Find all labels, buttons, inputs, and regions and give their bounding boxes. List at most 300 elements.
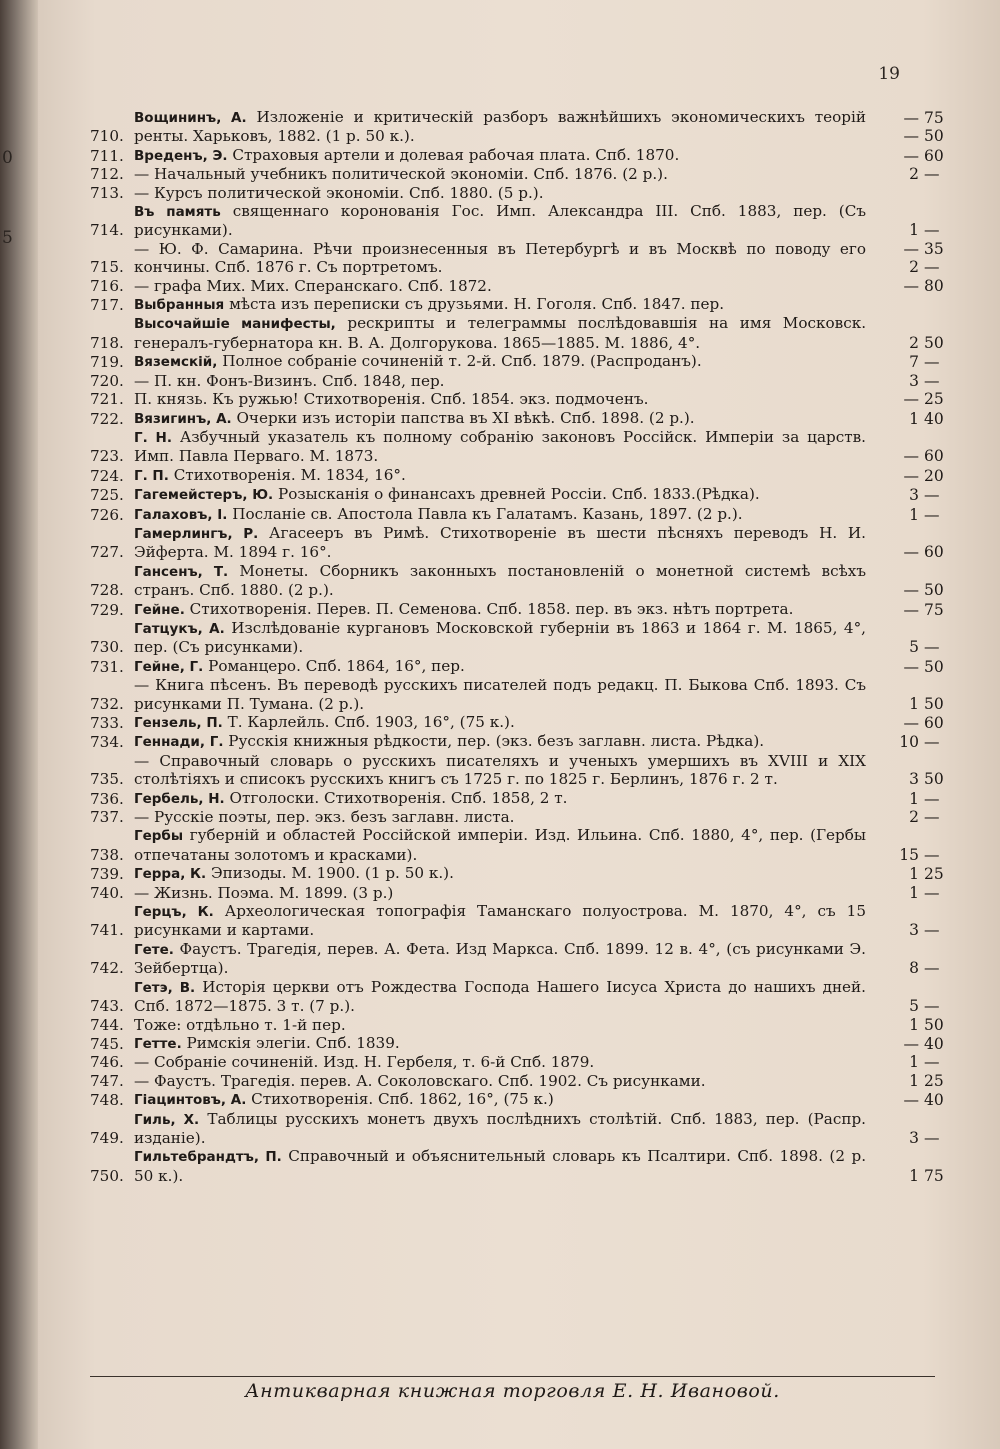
entry-description xyxy=(134,146,876,165)
entry-description xyxy=(134,902,876,940)
catalog-entry xyxy=(90,978,950,1016)
price-rubles: — xyxy=(903,146,919,165)
entry-description xyxy=(134,940,876,978)
price-kopecks: — xyxy=(924,638,940,657)
entry-number: 735. xyxy=(90,770,124,789)
entry-price xyxy=(876,165,950,183)
catalog-entry xyxy=(90,1147,950,1185)
price-kopecks: 40 xyxy=(924,1091,944,1110)
entry-author: Вяземскій, xyxy=(134,354,218,371)
entry-title: Полное собраніе сочиненій т. 2-й. Спб. 1879. (Распроданъ). xyxy=(222,352,702,371)
price-rubles: 1 xyxy=(909,1071,919,1090)
entry-price xyxy=(876,240,950,277)
entry-number: 723. xyxy=(90,447,124,466)
entry-description xyxy=(134,1053,876,1071)
entry-number: 737. xyxy=(90,808,124,827)
price-rubles: 10 xyxy=(899,733,919,752)
entry-author: Вреденъ, Э. xyxy=(134,147,228,164)
price-kopecks: 50 xyxy=(924,1015,944,1034)
entry-number: 743. xyxy=(90,997,124,1016)
entry-price xyxy=(876,658,950,676)
price-kopecks: 60 xyxy=(924,714,944,732)
entry-price xyxy=(876,846,950,864)
catalog-entry xyxy=(90,902,950,940)
entry-price xyxy=(876,486,950,504)
entry-description xyxy=(134,789,876,808)
entry-price xyxy=(876,467,950,485)
catalog-entry xyxy=(90,202,950,240)
price-rubles: — xyxy=(903,714,919,732)
entry-author: Вязигинъ, А. xyxy=(134,410,232,427)
catalog-entry xyxy=(90,732,950,751)
catalog-entry xyxy=(90,372,950,390)
entry-price xyxy=(876,790,950,808)
entry-number: 748. xyxy=(90,1091,124,1110)
entry-author: Герцъ, К. xyxy=(134,904,214,921)
entry-author: Герра, К. xyxy=(134,866,207,883)
entry-description xyxy=(134,524,876,562)
catalog-entry xyxy=(90,657,950,676)
catalog-entry xyxy=(90,146,950,165)
entry-description xyxy=(134,752,876,789)
entry-title: Исторія церкви отъ Рождества Господа Нашего Іисуса Христа до нашихъ дней. Спб. 1872—1875. 3 т. (7 р.). xyxy=(134,977,866,1016)
entry-number: 732. xyxy=(90,694,124,713)
entry-description xyxy=(134,314,876,352)
catalog-entry xyxy=(90,600,950,619)
catalog-entry xyxy=(90,713,950,732)
price-rubles: 15 xyxy=(899,845,919,864)
entry-price xyxy=(876,865,950,883)
entry-price xyxy=(876,959,950,977)
entry-title: Романцеро. Спб. 1864, 16°, пер. xyxy=(208,656,465,675)
entry-title: — П. кн. Фонъ-Визинъ. Спб. 1848, пер. xyxy=(134,371,445,390)
entry-description xyxy=(134,864,876,883)
price-kopecks: 50 xyxy=(924,694,944,713)
catalog-entry xyxy=(90,184,950,202)
price-kopecks: 25 xyxy=(924,1071,944,1090)
price-kopecks: 20 xyxy=(924,466,944,485)
price-kopecks: — xyxy=(924,371,940,390)
entry-description xyxy=(134,1090,876,1109)
catalog-entry xyxy=(90,562,950,600)
entry-number: 717. xyxy=(90,296,124,315)
price-rubles: 2 xyxy=(909,258,919,277)
price-kopecks: 75 xyxy=(924,109,944,127)
entry-price xyxy=(876,353,950,371)
entry-number: 721. xyxy=(90,390,124,409)
entry-author: Выбранныя xyxy=(134,297,225,314)
entry-number: 739. xyxy=(90,865,124,884)
entry-author: Гагемейстеръ, Ю. xyxy=(134,487,274,504)
entry-description xyxy=(134,562,876,600)
entry-number: 750. xyxy=(90,1166,124,1185)
price-rubles: 1 xyxy=(909,505,919,524)
entry-author: Геннади, Г. xyxy=(134,734,224,751)
entry-description xyxy=(134,1072,876,1090)
entry-description xyxy=(134,240,876,277)
price-kopecks: 50 xyxy=(924,127,944,146)
entry-description xyxy=(134,485,876,504)
entry-price xyxy=(876,884,950,902)
entry-description xyxy=(134,657,876,676)
price-kopecks: — xyxy=(924,845,940,864)
entry-author: Вощининъ, А. xyxy=(134,110,247,126)
price-kopecks: — xyxy=(924,789,940,808)
entry-price xyxy=(876,1167,950,1185)
previous-page-mark: 5 xyxy=(2,228,13,248)
entry-author: Гетэ, В. xyxy=(134,979,196,996)
price-rubles: 1 xyxy=(909,865,919,884)
price-rubles: 8 xyxy=(909,959,919,978)
entry-author: Гіацинтовъ, А. xyxy=(134,1092,247,1109)
entry-description xyxy=(134,295,876,314)
price-kopecks: 75 xyxy=(924,600,944,619)
entry-title: рескрипты и телеграммы послѣдовавшія на имя Московск. генералъ-губернатора кн. В. А. Долгорукова. 1865—1885. М. 1886, 4°. xyxy=(134,314,867,352)
entry-price xyxy=(876,1091,950,1109)
catalog-entry xyxy=(90,1072,950,1090)
price-rubles: 2 xyxy=(909,333,919,352)
entry-price xyxy=(876,581,950,599)
catalog-entry xyxy=(90,1034,950,1053)
price-kopecks: — xyxy=(924,1053,940,1072)
entry-title: Агасееръ въ Римѣ. Стихотвореніе въ шести пѣсняхъ переводъ Н. И. Эйферта. М. 1894 г. 16°. xyxy=(134,523,866,562)
catalog-entry xyxy=(90,277,950,295)
entry-description xyxy=(134,1034,876,1053)
entry-title: Стихотворенія. М. 1834, 16°. xyxy=(173,465,406,484)
book-spine xyxy=(0,0,38,1449)
price-rubles: 3 xyxy=(909,371,919,390)
entry-author: Гербы xyxy=(134,828,184,845)
price-kopecks: 80 xyxy=(924,276,944,295)
price-kopecks: — xyxy=(924,1128,940,1147)
entry-number: 718. xyxy=(90,333,124,352)
catalog-entry xyxy=(90,808,950,826)
entry-number: 730. xyxy=(90,638,124,657)
entry-price xyxy=(876,1129,950,1147)
price-rubles: — xyxy=(903,657,919,676)
price-rubles: — xyxy=(903,109,919,127)
price-kopecks: 50 xyxy=(924,333,944,352)
entry-description xyxy=(134,600,876,619)
entry-price xyxy=(876,733,950,751)
entry-title: Отголоски. Стихотворенія. Спб. 1858, 2 т. xyxy=(229,788,568,807)
entry-title: Русскія книжныя рѣдкости, пер. (экз. безъ заглавн. листа. Рѣдка). xyxy=(228,732,765,751)
entry-number: 740. xyxy=(90,883,124,902)
catalog-entry xyxy=(90,352,950,371)
price-kopecks: — xyxy=(924,353,940,372)
entry-price xyxy=(876,390,950,408)
price-kopecks: — xyxy=(924,808,940,827)
entry-number: 736. xyxy=(90,789,124,808)
entry-title: Т. Карлейль. Спб. 1903, 16°, (75 к.). xyxy=(227,713,515,731)
entry-title: Таблицы русскихъ монетъ двухъ послѣднихъ столѣтій. Спб. 1883, пер. (Распр. изданіе). xyxy=(134,1109,866,1147)
catalog-entry xyxy=(90,864,950,883)
price-kopecks: — xyxy=(924,997,940,1016)
entry-price xyxy=(876,921,950,939)
price-rubles: — xyxy=(903,600,919,619)
entry-price xyxy=(876,543,950,561)
entry-author: Г. Н. xyxy=(134,429,172,446)
entry-title: — Собраніе сочиненій. Изд. Н. Гербеля, т. 6-й Спб. 1879. xyxy=(134,1053,595,1072)
price-rubles: — xyxy=(903,127,919,146)
price-rubles: 1 xyxy=(909,1015,919,1034)
price-rubles: — xyxy=(903,239,919,258)
entry-title: Посланіе св. Апостола Павла къ Галатамъ. Казань, 1897. (2 р.). xyxy=(232,504,743,523)
price-rubles: 3 xyxy=(909,770,919,789)
entry-title: Розысканія о финансахъ древней Россіи. Спб. 1833.(Рѣдка). xyxy=(278,485,760,504)
entry-description xyxy=(134,390,876,408)
entry-author: Гете. xyxy=(134,941,174,958)
price-rubles: 3 xyxy=(909,486,919,505)
price-kopecks: — xyxy=(924,486,940,505)
price-kopecks: — xyxy=(924,258,940,277)
price-rubles: 1 xyxy=(909,409,919,428)
price-rubles: 1 xyxy=(909,1166,919,1185)
entry-title: — Справочный словарь о русскихъ писателяхъ и ученыхъ умершихъ въ XVIII и XIX столѣтіяхъ и списокъ русскихъ книгъ съ 1725 г. по 1825 г. Берлинъ, 1876 г. 2 т. xyxy=(134,751,866,789)
catalog-entry xyxy=(90,409,950,428)
catalog-entry xyxy=(90,466,950,485)
entry-price xyxy=(876,695,950,713)
price-rubles: 3 xyxy=(909,1128,919,1147)
entry-price xyxy=(876,638,950,656)
entry-number: 738. xyxy=(90,845,124,864)
catalog-entry xyxy=(90,485,950,504)
entry-author: Гейне, Г. xyxy=(134,658,204,675)
entry-description xyxy=(134,108,876,146)
entry-price xyxy=(876,1072,950,1090)
price-rubles: — xyxy=(903,447,919,466)
entry-title: Очерки изъ исторіи папства въ XI вѣкѣ. Спб. 1898. (2 р.). xyxy=(236,408,695,427)
entry-price xyxy=(876,1053,950,1071)
price-kopecks: — xyxy=(924,959,940,978)
price-rubles: 1 xyxy=(909,883,919,902)
entry-title: — графа Мих. Мих. Сперанскаго. Спб. 1872. xyxy=(134,276,492,295)
catalog-entry xyxy=(90,295,950,314)
entry-title: Археологическая топографія Таманскаго полуострова. М. 1870, 4°, съ 15 рисунками и картами. xyxy=(134,902,866,940)
entry-number: 713. xyxy=(90,183,124,202)
entry-price xyxy=(876,372,950,390)
price-kopecks: 35 xyxy=(924,239,944,258)
price-kopecks: — xyxy=(924,733,940,752)
catalog-page xyxy=(38,0,1000,1449)
catalog-entry xyxy=(90,940,950,978)
entry-price xyxy=(876,221,950,239)
entry-description xyxy=(134,505,876,524)
price-rubles: — xyxy=(903,1091,919,1110)
price-rubles: 5 xyxy=(909,997,919,1016)
entry-description xyxy=(134,1016,876,1034)
entry-number: 742. xyxy=(90,959,124,978)
entry-title: Страховыя артели и долевая рабочая плата. Спб. 1870. xyxy=(232,145,680,164)
price-rubles: 1 xyxy=(909,789,919,808)
entry-price xyxy=(876,109,950,146)
entry-description xyxy=(134,619,876,657)
entry-description xyxy=(134,466,876,485)
entry-description xyxy=(134,808,876,826)
entry-description xyxy=(134,884,876,902)
entry-title: губерній и областей Россійской имперіи. Изд. Ильина. Спб. 1880, 4°, пер. (Гербы отпечатаны золотомъ и красками). xyxy=(134,826,866,864)
entry-description xyxy=(134,826,876,864)
catalog-entry xyxy=(90,676,950,713)
price-rubles: 2 xyxy=(909,808,919,827)
entry-price xyxy=(876,447,950,465)
entry-description xyxy=(134,1147,876,1185)
entry-title: мѣста изъ переписки съ друзьями. Н. Гоголя. Спб. 1847. пер. xyxy=(229,295,725,314)
entry-author: Гербель, Н. xyxy=(134,790,225,807)
entry-number: 729. xyxy=(90,600,124,619)
entry-description xyxy=(134,352,876,371)
entry-title: — Ю. Ф. Самарина. Рѣчи произнесенныя въ Петербургѣ и въ Москвѣ по поводу его кончины. Спб. 1876 г. Съ портретомъ. xyxy=(134,239,866,277)
entry-title: — Русскіе поэты, пер. экз. безъ заглавн. листа. xyxy=(134,808,515,827)
entry-description xyxy=(134,409,876,428)
price-kopecks: 50 xyxy=(924,657,944,676)
entry-description xyxy=(134,1110,876,1148)
entry-author: Гетте. xyxy=(134,1035,182,1052)
price-kopecks: 40 xyxy=(924,409,944,428)
entry-number: 728. xyxy=(90,581,124,600)
catalog-entry xyxy=(90,390,950,408)
entry-title: священнаго коронованія Гос. Имп. Александра III. Спб. 1883, пер. (Съ рисунками). xyxy=(134,202,867,240)
page-number: 19 xyxy=(878,64,900,84)
entry-author: Гейне. xyxy=(134,601,185,618)
entry-author: Гамерлингъ, Р. xyxy=(134,525,259,542)
price-rubles: 3 xyxy=(909,921,919,940)
price-kopecks: 50 xyxy=(924,581,944,600)
footer-divider xyxy=(90,1376,935,1377)
price-rubles: — xyxy=(903,390,919,409)
entry-number: 741. xyxy=(90,921,124,940)
entry-title: Фаустъ. Трагедія, перев. А. Фета. Изд Маркса. Спб. 1899. 12 в. 4°, (съ рисунками Э. Зейбертца). xyxy=(134,939,866,978)
entry-title: П. князь. Къ ружью! Стихотворенія. Спб. 1854. экз. подмоченъ. xyxy=(134,390,649,409)
price-rubles: 5 xyxy=(909,638,919,657)
price-rubles: — xyxy=(903,276,919,295)
previous-page-mark: 0 xyxy=(2,148,13,168)
catalog-listing xyxy=(90,108,950,1185)
entry-title: — Жизнь. Поэма. М. 1899. (3 р.) xyxy=(134,883,394,902)
entry-price xyxy=(876,997,950,1015)
entry-price xyxy=(876,601,950,619)
entry-price xyxy=(876,808,950,826)
entry-title: Эпизоды. М. 1900. (1 р. 50 к.). xyxy=(211,864,454,883)
entry-number: 710. xyxy=(90,127,124,146)
entry-author: Галаховъ, І. xyxy=(134,506,228,523)
entry-title: Римскія элегіи. Спб. 1839. xyxy=(186,1033,400,1052)
catalog-entry xyxy=(90,752,950,789)
price-rubles: — xyxy=(903,581,919,600)
entry-title: Справочный и объяснительный словарь къ Псалтири. Спб. 1898. (2 р. 50 к.). xyxy=(134,1147,867,1185)
entry-description xyxy=(134,184,876,202)
catalog-entry xyxy=(90,165,950,183)
catalog-entry xyxy=(90,505,950,524)
entry-title: Изложеніе и критическій разборъ важнѣйшихъ экономическихъ теорій ренты. Харьковъ, 1882. (1 р. 50 к.). xyxy=(134,108,866,146)
price-kopecks: — xyxy=(924,165,940,184)
entry-title: Стихотворенія. Перев. П. Семенова. Спб. 1858. пер. въ экз. нѣтъ портрета. xyxy=(189,599,794,618)
entry-author: Высочайшіе манифесты, xyxy=(134,316,336,333)
entry-number: 747. xyxy=(90,1071,124,1090)
entry-author: Гансенъ, Т. xyxy=(134,563,229,580)
catalog-entry xyxy=(90,1090,950,1109)
price-rubles: 1 xyxy=(909,221,919,240)
catalog-entry xyxy=(90,108,950,146)
entry-author: Гиль, Х. xyxy=(134,1111,200,1128)
entry-number: 711. xyxy=(90,146,124,165)
price-kopecks: — xyxy=(924,883,940,902)
price-rubles: 2 xyxy=(909,165,919,184)
entry-number: 749. xyxy=(90,1128,124,1147)
entry-price xyxy=(876,506,950,524)
price-kopecks: 25 xyxy=(924,865,944,884)
entry-title: — Начальный учебникъ политической экономіи. Спб. 1876. (2 р.). xyxy=(134,165,668,184)
entry-description xyxy=(134,732,876,751)
footer-imprint: Антикварная книжная торговля Е. Н. Ивановой. xyxy=(245,1380,780,1402)
entry-number: 726. xyxy=(90,505,124,524)
entry-price xyxy=(876,1035,950,1053)
catalog-entry xyxy=(90,619,950,657)
price-kopecks: 75 xyxy=(924,1166,944,1185)
entry-description xyxy=(134,428,876,466)
entry-description xyxy=(134,372,876,390)
catalog-entry xyxy=(90,789,950,808)
entry-author: Въ память xyxy=(134,204,221,221)
catalog-entry xyxy=(90,884,950,902)
entry-number: 733. xyxy=(90,714,124,732)
entry-number: 744. xyxy=(90,1015,124,1034)
price-kopecks: — xyxy=(924,221,940,240)
catalog-entry xyxy=(90,826,950,864)
entry-number: 724. xyxy=(90,466,124,485)
price-kopecks: — xyxy=(924,505,940,524)
entry-price xyxy=(876,334,950,352)
entry-number: 720. xyxy=(90,371,124,390)
price-kopecks: 50 xyxy=(924,770,944,789)
entry-title: — Курсъ политической экономіи. Спб. 1880. (5 р.). xyxy=(134,183,544,202)
entry-author: Гатцукъ, А. xyxy=(134,620,225,637)
entry-number: 716. xyxy=(90,276,124,295)
entry-title: Азбучный указатель къ полному собранію законовъ Россійск. Имперіи за царств. Имп. Павла Перваго. М. 1873. xyxy=(134,427,867,466)
entry-price xyxy=(876,714,950,732)
entry-number: 722. xyxy=(90,409,124,428)
entry-price xyxy=(876,770,950,788)
entry-price xyxy=(876,410,950,428)
entry-title: Изслѣдованіе кургановъ Московской губерніи въ 1863 и 1864 г. М. 1865, 4°, пер. (Съ рисунками). xyxy=(134,618,866,657)
entry-description xyxy=(134,165,876,183)
catalog-entry xyxy=(90,524,950,562)
entry-description xyxy=(134,277,876,295)
entry-author: Гильтебрандтъ, П. xyxy=(134,1149,282,1166)
price-kopecks: 40 xyxy=(924,1034,944,1053)
price-kopecks: 60 xyxy=(924,447,944,466)
entry-price xyxy=(876,1016,950,1034)
entry-title: — Фаустъ. Трагедія. перев. А. Соколовскаго. Спб. 1902. Съ рисунками. xyxy=(134,1071,706,1090)
entry-title: Стихотворенія. Спб. 1862, 16°, (75 к.) xyxy=(251,1090,554,1109)
catalog-entry xyxy=(90,240,950,277)
price-kopecks: 25 xyxy=(924,390,944,409)
entry-number: 746. xyxy=(90,1053,124,1072)
entry-number: 712. xyxy=(90,165,124,184)
entry-price xyxy=(876,147,950,165)
catalog-entry xyxy=(90,1110,950,1148)
entry-title: Тоже: отдѣльно т. 1-й пер. xyxy=(134,1015,346,1034)
price-kopecks: 60 xyxy=(924,146,944,165)
catalog-entry xyxy=(90,1016,950,1034)
catalog-entry xyxy=(90,428,950,466)
entry-title: Монеты. Сборникъ законныхъ постановленій о монетной системѣ всѣхъ странъ. Спб. 1880. (2 р.). xyxy=(134,561,866,600)
entry-number: 731. xyxy=(90,657,124,676)
entry-description xyxy=(134,713,876,732)
entry-author: Гензель, П. xyxy=(134,715,223,731)
price-rubles: 7 xyxy=(909,353,919,372)
entry-number: 734. xyxy=(90,733,124,752)
